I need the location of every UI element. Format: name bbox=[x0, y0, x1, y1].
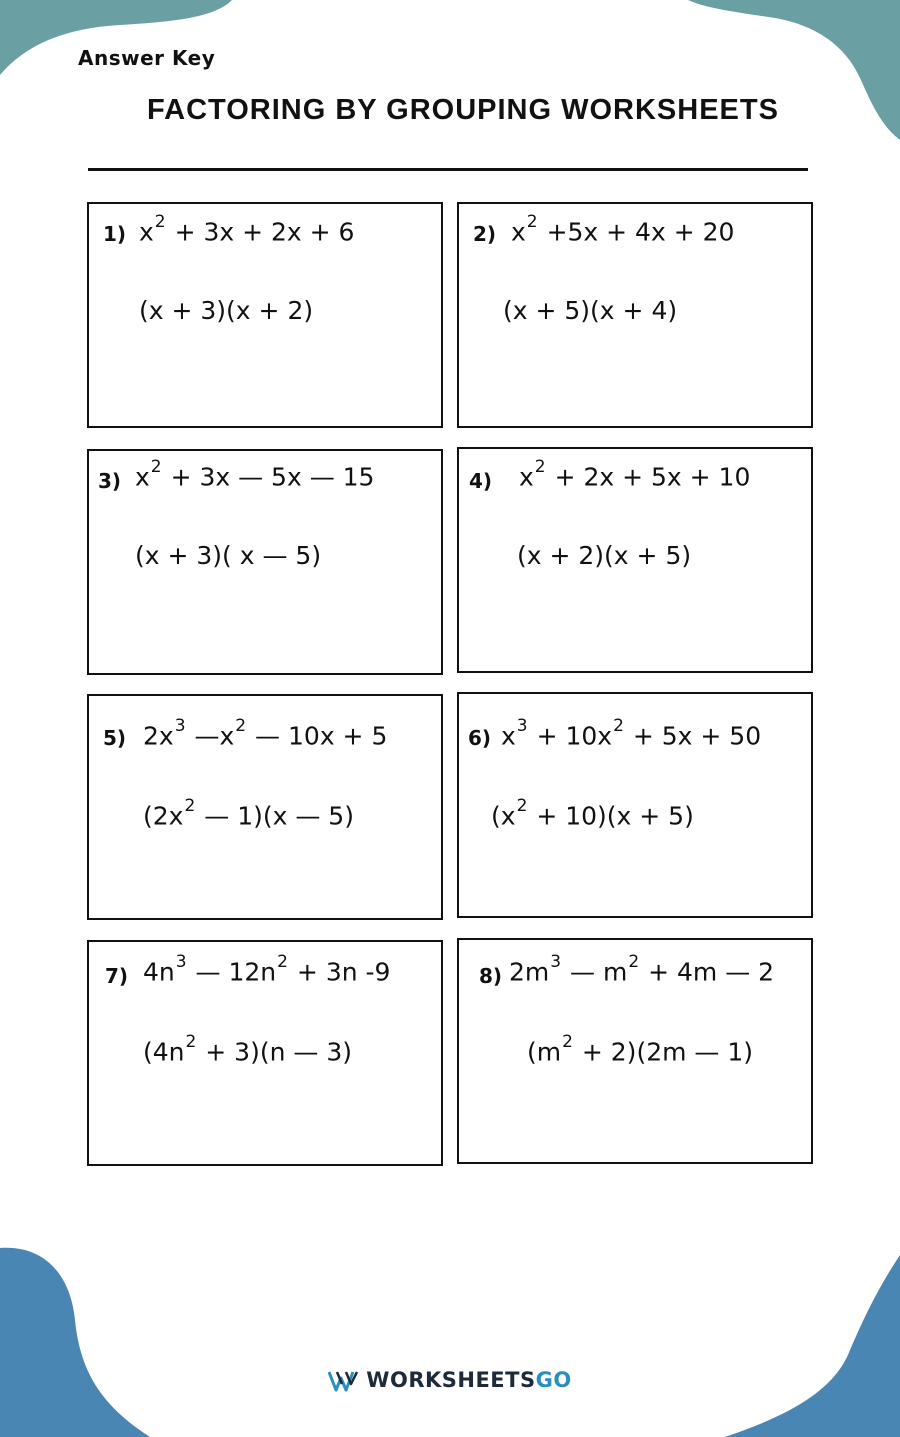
problem-expression: $x^3 + 10x^2 + 5x + 50$ bbox=[501, 716, 762, 751]
problem-number: 1) bbox=[103, 222, 127, 246]
problem-expression: $2x^3$ $—x^2$ — 10x + 5 bbox=[143, 716, 388, 751]
problem-number: 4) bbox=[469, 469, 493, 493]
problem-number: 5) bbox=[103, 726, 127, 750]
problem-answer: (x + 3)(x + 2) bbox=[139, 296, 314, 325]
answer-key-label: Answer Key bbox=[78, 46, 216, 70]
problem-answer: (x + 2)(x + 5) bbox=[517, 541, 692, 570]
problem-number: 3) bbox=[98, 469, 122, 493]
problem-box-8 bbox=[457, 938, 813, 1164]
problem-number: 7) bbox=[105, 964, 129, 988]
problem-answer: (x + 3)( x — 5) bbox=[135, 541, 322, 570]
brand-name: WORKSHEETS bbox=[366, 1368, 536, 1392]
worksheetsgo-logo-icon bbox=[328, 1370, 360, 1392]
problem-box-7 bbox=[87, 940, 443, 1166]
problem-expression: $x^2 + 3x + 2x + 6$ bbox=[139, 212, 355, 247]
problem-box-2 bbox=[457, 202, 813, 428]
bottom-left-blob bbox=[0, 1240, 160, 1437]
problem-answer: $(m^2 + 2)(2m$ — 1) bbox=[527, 1032, 754, 1067]
problem-answer: $(4n^2 + 3)(n$ — 3) bbox=[143, 1032, 352, 1067]
problem-box-1 bbox=[87, 202, 443, 428]
brand-footer bbox=[0, 1368, 900, 1392]
title-divider bbox=[88, 168, 808, 171]
problem-expression: $x^2 +5x + 4x + 20$ bbox=[511, 212, 735, 247]
problem-answer: (x + 5)(x + 4) bbox=[503, 296, 678, 325]
problem-box-5 bbox=[87, 694, 443, 920]
problem-answer: ($2x^2$ — 1)(x — 5) bbox=[143, 796, 354, 831]
problem-box-3 bbox=[87, 449, 443, 675]
problem-box-6 bbox=[457, 692, 813, 918]
problem-answer: $(x^2 + 10)(x + 5)$ bbox=[491, 796, 694, 831]
problem-expression: $x^2 + 3x$ — 5x — 15 bbox=[135, 457, 375, 492]
problem-number: 2) bbox=[473, 222, 497, 246]
problem-number: 6) bbox=[468, 726, 492, 750]
page-title: FACTORING BY GROUPING WORKSHEETS bbox=[147, 94, 779, 126]
brand-name-accent: GO bbox=[535, 1368, 572, 1392]
bottom-right-blob bbox=[720, 1255, 900, 1437]
problem-expression: $4n^3$ — $12n^2 + 3n$ -9 bbox=[143, 952, 391, 987]
problem-number: 8) bbox=[479, 964, 503, 988]
problem-expression: $x^2 + 2x + 5x + 10$ bbox=[519, 457, 751, 492]
problem-box-4 bbox=[457, 447, 813, 673]
problem-expression: $2m^3$ — $m^2 + 4m$ — 2 bbox=[509, 952, 775, 987]
